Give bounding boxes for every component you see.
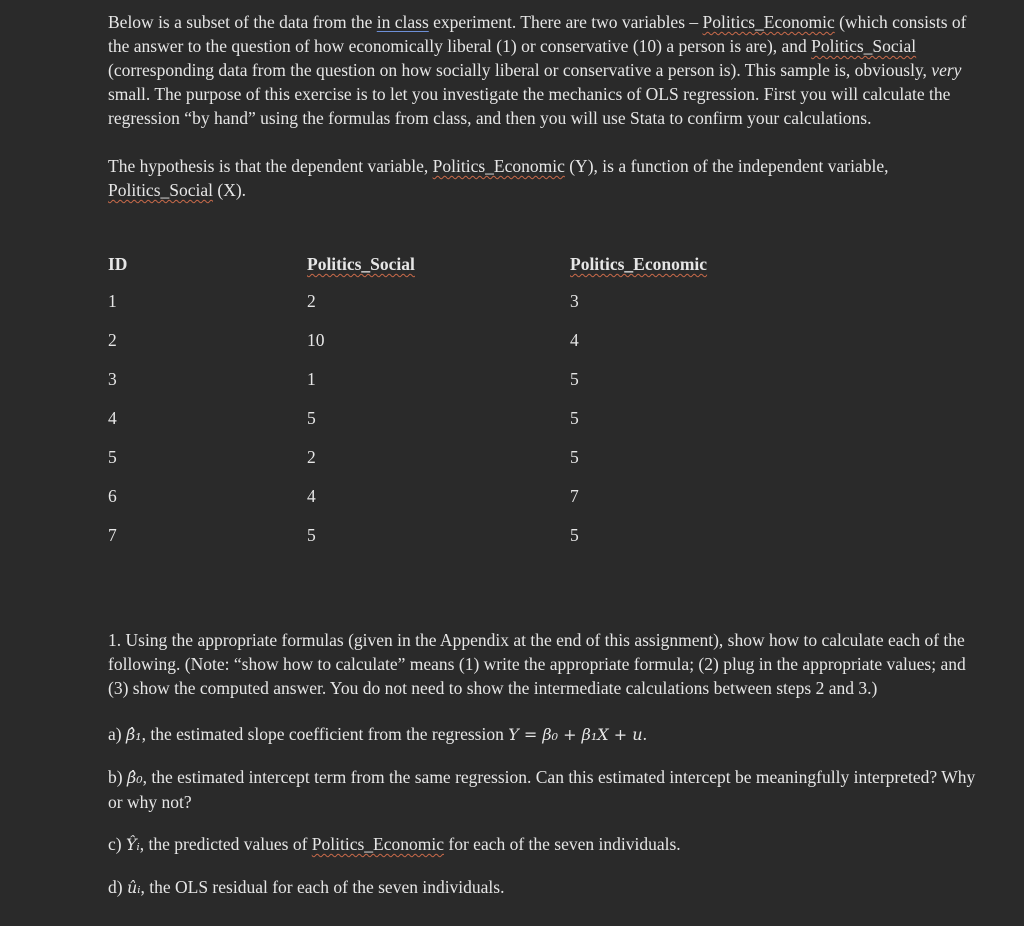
cell-social: 1 bbox=[307, 369, 316, 389]
cell-id: 1 bbox=[108, 291, 117, 311]
header-id: ID bbox=[108, 254, 128, 274]
header-politics-economic: Politics_Economic bbox=[570, 254, 708, 274]
in-class-link[interactable]: in class bbox=[376, 12, 429, 32]
hypothesis-paragraph: The hypothesis is that the dependent variable, Politics_Economic (Y), is a function of the independent variable, Politics_Social (X). bbox=[108, 156, 889, 200]
beta0-hat-symbol: β̂₀ bbox=[126, 768, 143, 787]
table-row bbox=[108, 516, 830, 555]
document-body bbox=[108, 10, 988, 897]
cell-social: 10 bbox=[307, 330, 325, 350]
question-1: 1. Using the appropriate formulas (given in the Appendix at the end of this assignment), show how to calculate each of the following. (Note: “show how to calculate” means (1) write the appropriate formula; (2) plug in the appropriate values; and (3) show the computed answer. You do not need to show the intermediate calculations between steps 2 and 3.) bbox=[108, 630, 966, 698]
question-section bbox=[108, 628, 978, 918]
table-row bbox=[108, 438, 830, 477]
part-c: c) Ŷᵢ, the predicted values of Politics_Economic for each of the seven individuals. bbox=[108, 834, 681, 854]
cell-social: 5 bbox=[307, 525, 316, 545]
table-row bbox=[108, 399, 830, 438]
cell-id: 7 bbox=[108, 525, 117, 545]
var-politics-economic: Politics_Economic bbox=[702, 12, 835, 32]
table-row bbox=[108, 360, 830, 399]
table-row bbox=[108, 321, 830, 360]
table-row bbox=[108, 477, 830, 516]
var-politics-social: Politics_Social bbox=[108, 180, 213, 200]
var-politics-social: Politics_Social bbox=[811, 36, 917, 56]
cell-id: 5 bbox=[108, 447, 117, 467]
cell-id: 3 bbox=[108, 369, 117, 389]
var-politics-economic: Politics_Economic bbox=[432, 156, 565, 176]
cell-economic: 4 bbox=[570, 330, 579, 350]
u-hat-symbol: ûᵢ bbox=[126, 878, 141, 897]
var-politics-economic: Politics_Economic bbox=[311, 834, 445, 854]
cell-economic: 5 bbox=[570, 408, 579, 428]
regression-equation: Y = β₀ + β₁X + u bbox=[508, 725, 643, 744]
cell-economic: 5 bbox=[570, 525, 579, 545]
cell-social: 2 bbox=[307, 291, 316, 311]
cell-social: 4 bbox=[307, 486, 316, 506]
cell-id: 6 bbox=[108, 486, 117, 506]
cell-economic: 3 bbox=[570, 291, 579, 311]
table-row bbox=[108, 282, 830, 321]
part-d: d) ûᵢ, the OLS residual for each of the seven individuals. bbox=[108, 877, 505, 897]
data-table bbox=[108, 254, 830, 555]
header-politics-social: Politics_Social bbox=[307, 254, 415, 274]
cell-id: 4 bbox=[108, 408, 117, 428]
part-b: b) β̂₀, the estimated intercept term from the same regression. Can this estimated intercept be meaningfully interpreted? Why or why not? bbox=[108, 767, 976, 812]
cell-economic: 5 bbox=[570, 447, 579, 467]
cell-economic: 5 bbox=[570, 369, 579, 389]
cell-social: 5 bbox=[307, 408, 316, 428]
cell-social: 2 bbox=[307, 447, 316, 467]
cell-economic: 7 bbox=[570, 486, 579, 506]
table-header-row bbox=[108, 254, 830, 282]
beta1-hat-symbol: β̂₁ bbox=[125, 725, 142, 744]
intro-paragraph: Below is a subset of the data from the in class experiment. There are two variables – Politics_Economic (which consists of the answer to the question of how economically liberal (1) or conservative (10) a person is are), and Politics_Social (corresponding data from the question on how socially liberal or conservative a person is). This sample is, obviously, very small. The purpose of this exercise is to let you investigate the mechanics of OLS regression. First you will calculate the regression “by hand” using the formulas from class, and then you will use Stata to confirm your calculations. bbox=[108, 12, 967, 128]
cell-id: 2 bbox=[108, 330, 117, 350]
y-hat-symbol: Ŷᵢ bbox=[125, 835, 140, 854]
part-a: a) β̂₁, the estimated slope coefficient from the regression Y = β₀ + β₁X + u. bbox=[108, 724, 647, 744]
